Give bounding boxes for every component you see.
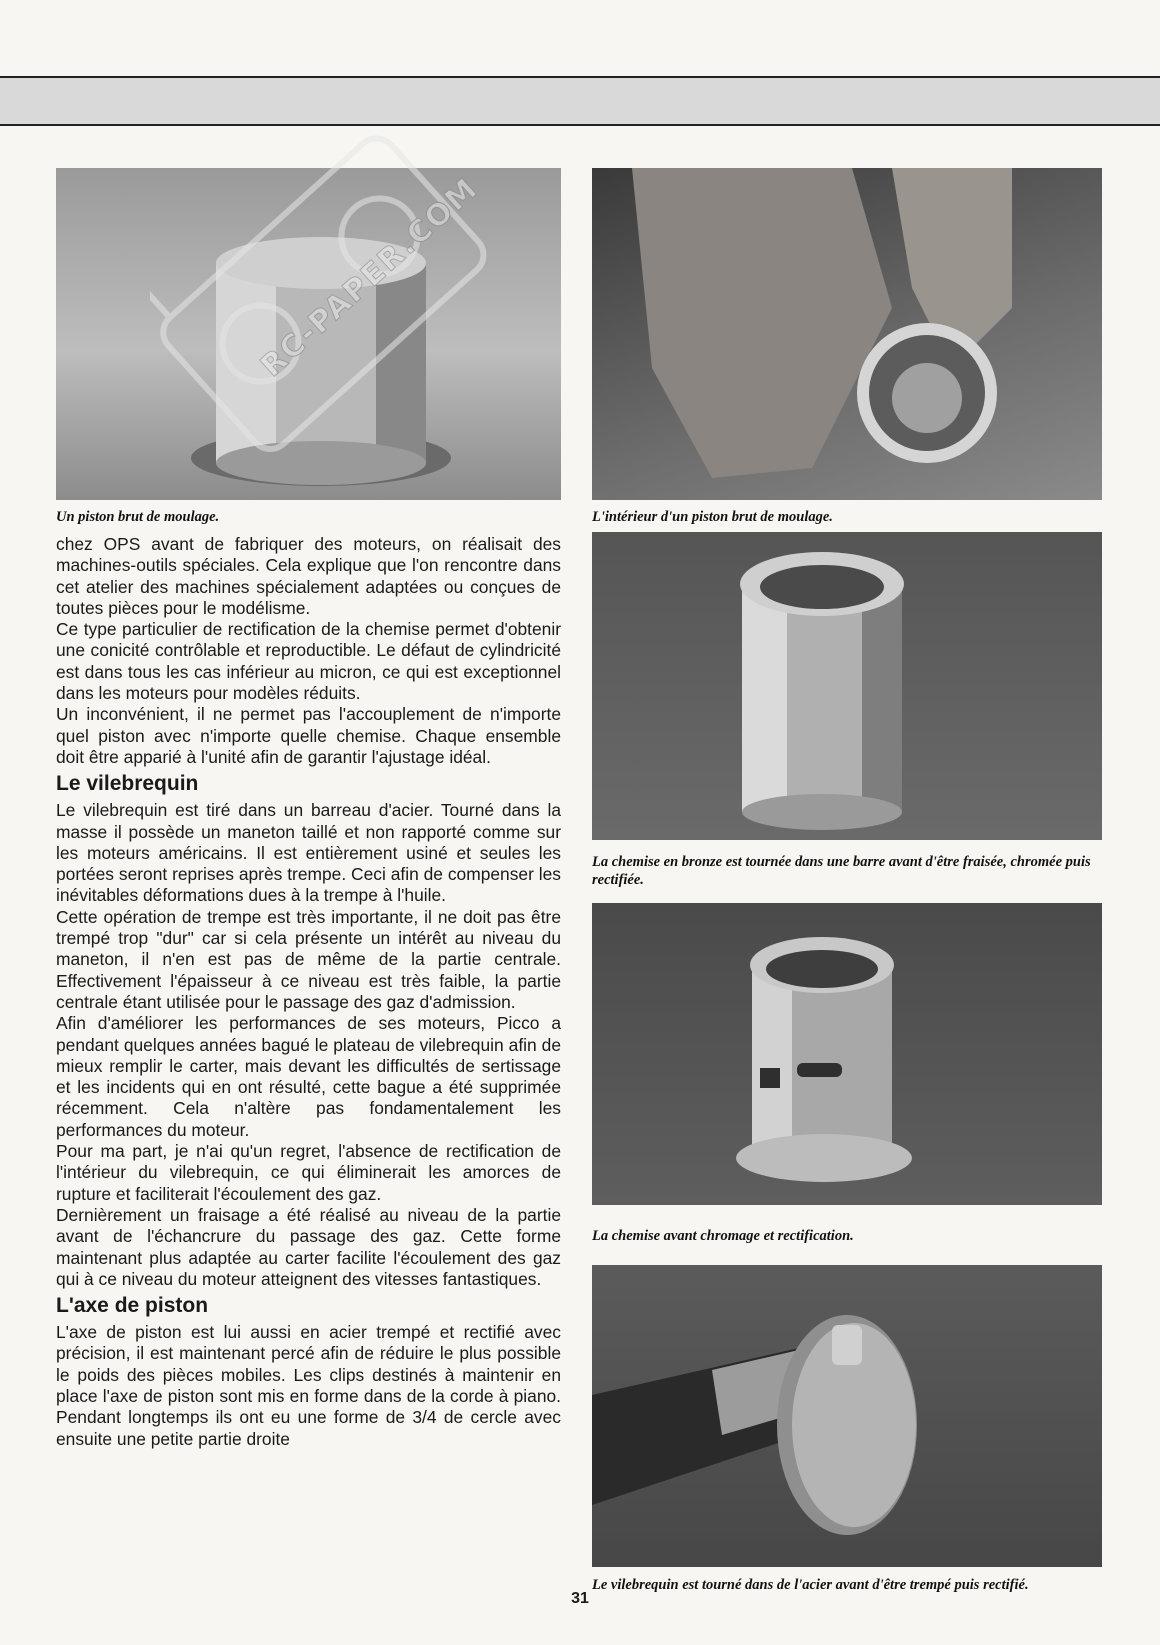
paragraph: Le vilebrequin est tiré dans un barreau d'acier. Tourné dans la masse il possède un maneton taillé et non rapporté comme sur les moteurs américains. Il est entièrement usiné et seules les portées seront reprises après trempe. Ceci afin de compenser les inévitables déformations dues à la trempe à l'huile. xyxy=(56,800,561,906)
paragraph: Un inconvénient, il ne permet pas l'accouplement de n'importe quel piston avec n'importe quelle chemise. Chaque ensemble doit être apparié à l'unité afin de garantir l'ajustage idéal. xyxy=(56,704,561,767)
section-heading-axe-de-piston: L'axe de piston xyxy=(56,1294,209,1318)
caption-photo-2: L'intérieur d'un piston brut de moulage. xyxy=(592,509,833,525)
caption-photo-1: Un piston brut de moulage. xyxy=(56,509,220,525)
paragraph: L'axe de piston est lui aussi en acier trempé et rectifié avec précision, il est maintenant percé afin de réduire le plus possible le poids des pièces mobiles. Les clips destinés à maintenir en place l'axe de piston sont mis en forme dans de la corde à piano. Pendant longtemps ils ont eu une forme de 3/4 de cercle avec ensuite une petite partie droite xyxy=(56,1322,561,1449)
paragraph: chez OPS avant de fabriquer des moteurs, on réalisait des machines-outils spéciales. Cela explique que l'on rencontre dans cet atelier des machines spécialement adaptées ou conçues de toutes pièces pour le modélisme. xyxy=(56,534,561,618)
paragraph: Pour ma part, je n'ai qu'un regret, l'absence de rectification de l'intérieur du vilebrequin, ce qui éliminerait les amorces de rupture et faciliterait l'écoulement des gaz. xyxy=(56,1141,561,1204)
caption-photo-4: La chemise avant chromage et rectification. xyxy=(592,1228,854,1244)
paragraph: Cette opération de trempe est très importante, il ne doit pas être trempé trop "dur" car si cela présente un intérêt au niveau du maneton, il n'en est pas de même de la partie centrale. Effectivement l'épaisseur à ce niveau est très faible, la partie centrale étant utilisée pour le passage des gaz d'admission. xyxy=(56,906,561,1012)
photo-piston-interior xyxy=(592,168,1102,500)
watermark xyxy=(150,90,490,490)
page-number: 31 xyxy=(571,1590,589,1607)
caption-photo-3: La chemise en bronze est tournée dans une barre avant d'être fraisée, chromée puis rectifiée. xyxy=(592,854,1091,888)
photo-crankshaft xyxy=(592,1265,1102,1567)
section-heading-vilebrequin: Le vilebrequin xyxy=(56,772,199,796)
paragraph: Afin d'améliorer les performances de ses moteurs, Picco a pendant quelques années bagué le plateau de vilebrequin afin de mieux remplir le carter, mais devant les difficultés de sertissage et les incidents qui en ont résulté, cette bague a été supprimée récemment. Cela n'altère pas fondamentalement les performances du moteur. xyxy=(56,1013,561,1140)
photo-sleeve-before-chroming xyxy=(592,903,1102,1205)
paragraph: Dernièrement un fraisage a été réalisé au niveau de la partie avant de l'échancrure du passage des gaz. Cette forme maintenant plus adaptée au carter facilite l'écoulement des gaz qui à ce niveau du moteur atteignent des vitesses fantastiques. xyxy=(56,1204,561,1289)
caption-photo-5: Le vilebrequin est tourné dans de l'acier avant d'être trempé puis rectifié. xyxy=(592,1577,1029,1593)
watermark-text: RC-PAPER.COM xyxy=(254,170,486,385)
article-body xyxy=(56,534,561,1450)
photo-bronze-sleeve xyxy=(592,532,1102,840)
paragraph: Ce type particulier de rectification de la chemise permet d'obtenir une conicité contrôlable et reproductible. Le défaut de cylindricité est dans tous les cas inférieur au micron, ce qui est exceptionnel dans les moteurs pour modèles réduits. xyxy=(56,619,561,704)
